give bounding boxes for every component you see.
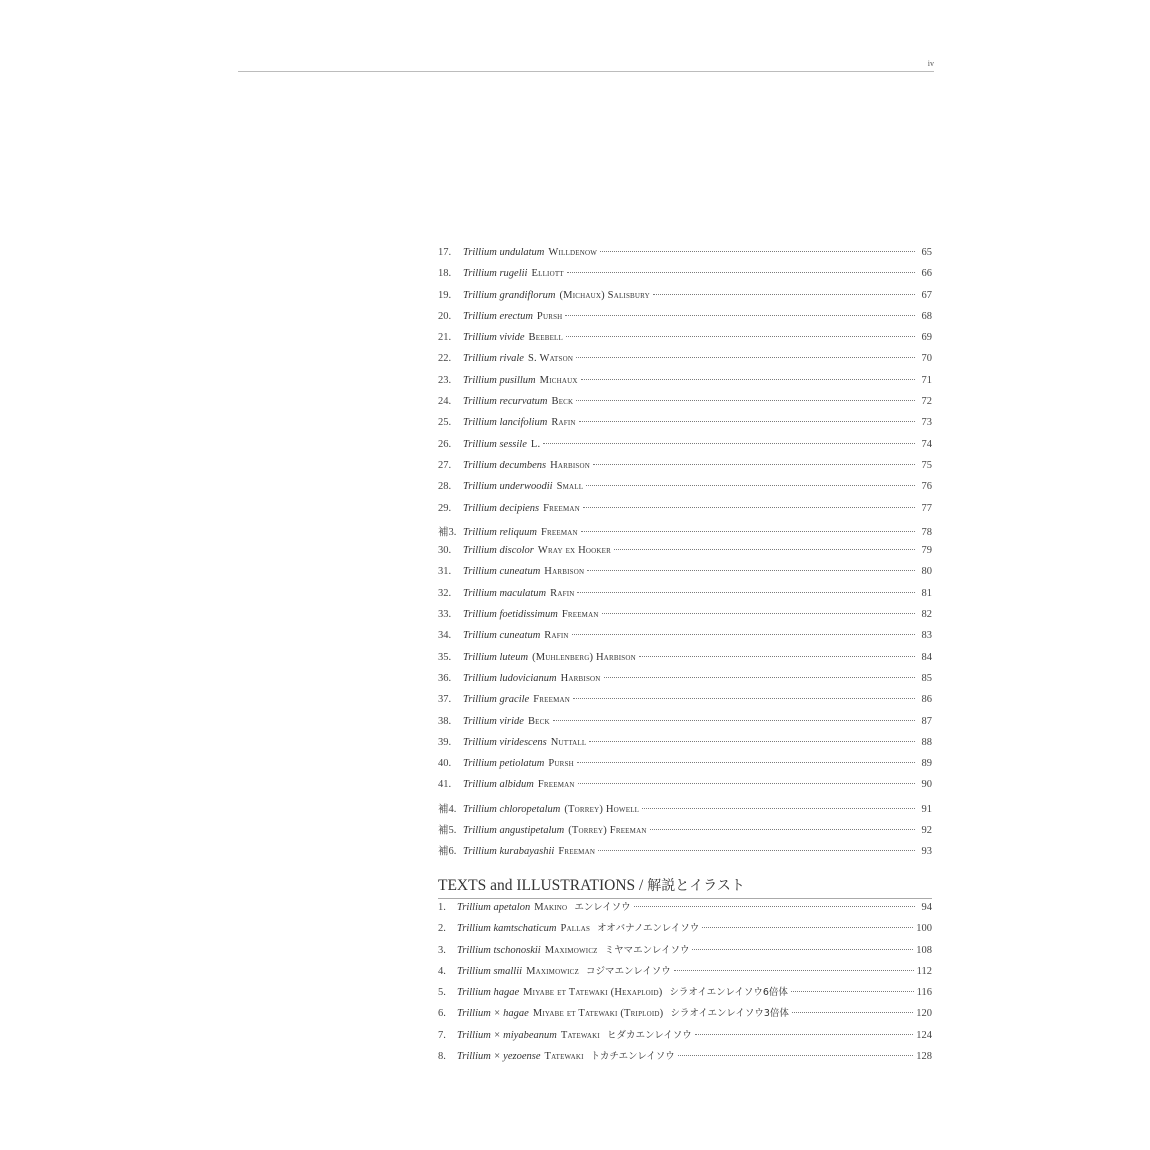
page-ref: 89 xyxy=(921,758,932,770)
japanese-name: トカチエンレイソウ xyxy=(590,1051,675,1063)
dot-leader xyxy=(583,507,915,508)
toc-entry xyxy=(438,1005,932,1026)
species-name: Trillium erectum xyxy=(463,310,533,322)
page-ref: 112 xyxy=(916,965,932,977)
page-ref: 75 xyxy=(921,459,932,471)
toc-entry xyxy=(438,801,932,822)
dot-leader xyxy=(695,1034,913,1035)
species-name: Trillium apetalon xyxy=(457,902,531,913)
dot-leader xyxy=(653,294,915,295)
author-name: (Torrey) Freeman xyxy=(568,825,647,837)
dot-leader xyxy=(572,634,915,635)
page-ref: 116 xyxy=(916,987,932,999)
toc-entry xyxy=(438,268,932,289)
species-name: Trillium grandiflorum xyxy=(463,289,556,301)
species-name: Trillium pusillum xyxy=(463,374,536,386)
toc-entry xyxy=(438,588,932,609)
species-name: Trillium rivale xyxy=(463,353,524,365)
page-ref: 92 xyxy=(921,825,932,837)
dot-leader xyxy=(543,443,915,444)
dot-leader xyxy=(604,677,915,678)
entry-number: 22. xyxy=(438,353,452,365)
entry-number: 37. xyxy=(438,694,452,706)
dot-leader xyxy=(589,741,915,742)
author-name: L. xyxy=(530,438,541,450)
page-ref: 91 xyxy=(921,803,932,815)
author-name: Freeman xyxy=(561,609,599,621)
dot-leader xyxy=(576,357,915,358)
species-name: Trillium vivide xyxy=(463,332,525,344)
dot-leader xyxy=(593,464,915,465)
species-name: Trillium cuneatum xyxy=(463,566,541,578)
author-name: (Torrey) Howell xyxy=(564,803,640,815)
dot-leader xyxy=(792,1012,913,1013)
species-name: Trillium foetidissimum xyxy=(463,609,558,621)
toc-entry xyxy=(438,942,932,963)
entry-number: 8. xyxy=(438,1051,446,1063)
toc-list-part2 xyxy=(438,899,932,1069)
dot-leader xyxy=(581,379,915,380)
entry-number: 32. xyxy=(438,587,452,599)
author-name: Rafin xyxy=(550,587,575,599)
entry-number: 27. xyxy=(438,459,452,471)
author-name: Pursh xyxy=(536,310,563,322)
toc-entry xyxy=(438,716,932,737)
author-name: Small xyxy=(556,481,584,493)
page-ref: 76 xyxy=(921,481,932,493)
author-name: Tatewaki xyxy=(560,1029,600,1041)
author-name: Beck xyxy=(551,396,574,408)
species-name: Trillium viride xyxy=(463,715,524,727)
toc-entry xyxy=(438,1048,932,1069)
species-name: Trillium decumbens xyxy=(463,459,547,471)
entry-number: 20. xyxy=(438,310,452,322)
entry-number: 4. xyxy=(438,965,446,977)
page-ref: 78 xyxy=(921,526,932,538)
section-title-en: TEXTS and ILLUSTRATIONS / xyxy=(438,877,648,894)
toc-entry xyxy=(438,984,932,1005)
dot-leader xyxy=(577,762,915,763)
toc-entry xyxy=(438,566,932,587)
page-ref: 79 xyxy=(921,545,932,557)
species-name: Trillium rugelii xyxy=(463,268,528,280)
author-name: Freeman xyxy=(543,502,580,514)
dot-leader xyxy=(567,272,915,273)
page-ref: 84 xyxy=(921,651,932,663)
author-name: S. Watson xyxy=(527,353,574,365)
toc-entry xyxy=(438,822,932,843)
toc-entry xyxy=(438,630,932,651)
species-name: Trillium gracile xyxy=(463,694,530,706)
toc-entry xyxy=(438,920,932,941)
author-name: Rafin xyxy=(544,630,569,642)
species-name: Trillium × yezoense xyxy=(457,1051,541,1063)
page-ref: 85 xyxy=(921,672,932,684)
dot-leader xyxy=(791,991,914,992)
author-name: Maximowicz xyxy=(526,965,580,977)
dot-leader xyxy=(579,421,915,422)
entry-number: 21. xyxy=(438,332,452,344)
species-name: Trillium cuneatum xyxy=(463,630,541,642)
species-name: Trillium recurvatum xyxy=(463,396,548,408)
entry-number: 39. xyxy=(438,736,452,748)
entry-number: 26. xyxy=(438,438,452,450)
author-name: Harbison xyxy=(560,672,601,684)
entry-number: 補4. xyxy=(438,803,457,815)
author-name: (Michaux) Salisbury xyxy=(559,289,650,301)
toc-entry xyxy=(438,673,932,694)
author-name: Pursh xyxy=(548,758,574,770)
page-ref: 83 xyxy=(921,630,932,642)
toc-entry xyxy=(438,332,932,353)
page-ref: 120 xyxy=(916,1008,932,1020)
entry-number: 30. xyxy=(438,545,452,557)
toc-entry xyxy=(438,524,932,545)
entry-number: 34. xyxy=(438,630,452,642)
dot-leader xyxy=(602,613,915,614)
toc-entry xyxy=(438,609,932,630)
entry-number: 18. xyxy=(438,268,452,280)
toc-entry xyxy=(438,353,932,374)
species-name: Trillium ludovicianum xyxy=(463,672,557,684)
dot-leader xyxy=(642,808,915,809)
dot-leader xyxy=(586,485,915,486)
page-ref: 72 xyxy=(921,396,932,408)
toc-entry xyxy=(438,417,932,438)
species-name: Trillium sessile xyxy=(463,438,527,450)
dot-leader xyxy=(553,720,915,721)
entry-number: 36. xyxy=(438,672,452,684)
author-name: Rafin xyxy=(551,417,576,429)
toc-entry xyxy=(438,694,932,715)
toc-entry xyxy=(438,375,932,396)
species-name: Trillium luteum xyxy=(463,651,529,663)
dot-leader xyxy=(639,656,915,657)
entry-number: 5. xyxy=(438,987,446,999)
species-name: Trillium viridescens xyxy=(463,736,547,748)
header-rule xyxy=(238,71,934,72)
entry-number: 28. xyxy=(438,481,452,493)
page-ref: 94 xyxy=(921,902,932,913)
page-ref: 86 xyxy=(921,694,932,706)
entry-number: 40. xyxy=(438,758,452,770)
toc-entry xyxy=(438,779,932,800)
dot-leader xyxy=(573,698,915,699)
entry-number: 6. xyxy=(438,1008,446,1020)
page-ref: 68 xyxy=(921,310,932,322)
toc-entry xyxy=(438,481,932,502)
author-name: Freeman xyxy=(541,526,578,538)
japanese-name: シラオイエンレイソウ3倍体 xyxy=(670,1008,789,1020)
entry-number: 33. xyxy=(438,609,452,621)
page-ref: 71 xyxy=(921,374,932,386)
species-name: Trillium kamtschaticum xyxy=(457,923,557,935)
dot-leader xyxy=(692,949,913,950)
species-name: Trillium tschonoskii xyxy=(457,944,541,956)
entry-number: 31. xyxy=(438,566,452,578)
entry-number: 19. xyxy=(438,289,452,301)
author-name: Freeman xyxy=(558,846,596,858)
dot-leader xyxy=(702,927,913,928)
toc-entry xyxy=(438,963,932,984)
author-name: Maximowicz xyxy=(544,944,598,956)
author-name: Miyabe et Tatewaki (Hexaploid) xyxy=(523,987,663,999)
author-name: Freeman xyxy=(533,694,571,706)
page-ref: 67 xyxy=(921,289,932,301)
entry-number: 41. xyxy=(438,779,452,791)
japanese-name: コジマエンレイソウ xyxy=(586,965,671,977)
section-title-jp: 解説とイラスト xyxy=(647,878,745,894)
entry-number: 23. xyxy=(438,374,452,386)
japanese-name: シラオイエンレイソウ6倍体 xyxy=(669,987,788,999)
page-ref: 81 xyxy=(921,587,932,599)
entry-number: 補3. xyxy=(438,526,457,538)
entry-number: 38. xyxy=(438,715,452,727)
dot-leader xyxy=(600,251,915,252)
species-name: Trillium kurabayashii xyxy=(463,846,555,858)
toc-entry xyxy=(438,1027,932,1048)
japanese-name: ヒダカエンレイソウ xyxy=(606,1029,692,1041)
page-ref: 82 xyxy=(921,609,932,621)
toc-entry xyxy=(438,758,932,779)
page-ref: 74 xyxy=(921,438,932,450)
entry-number: 29. xyxy=(438,502,452,514)
toc-entry xyxy=(438,247,932,268)
page-ref: 108 xyxy=(916,944,932,956)
entry-number: 2. xyxy=(438,923,446,935)
entry-number: 35. xyxy=(438,651,452,663)
author-name: Michaux xyxy=(539,374,578,386)
toc-entry xyxy=(438,290,932,311)
author-name: Willdenow xyxy=(548,247,598,258)
section-title xyxy=(438,875,745,895)
toc-entry xyxy=(438,545,932,566)
dot-leader xyxy=(577,592,915,593)
author-name: Harbison xyxy=(550,459,591,471)
author-name: Makino xyxy=(534,902,568,913)
page-ref: 88 xyxy=(921,736,932,748)
dot-leader xyxy=(614,549,915,550)
species-name: Trillium maculatum xyxy=(463,587,547,599)
entry-number: 補5. xyxy=(438,825,457,837)
author-name: Miyabe et Tatewaki (Triploid) xyxy=(532,1008,664,1020)
dot-leader xyxy=(650,829,915,830)
dot-leader xyxy=(576,400,915,401)
author-name: Elliott xyxy=(531,268,564,280)
author-name: Beebell xyxy=(528,332,563,344)
species-name: Trillium chloropetalum xyxy=(463,803,561,815)
entry-number: 17. xyxy=(438,247,452,258)
toc-list-part1 xyxy=(438,247,932,865)
dot-leader xyxy=(566,336,915,337)
toc-entry xyxy=(438,460,932,481)
page-ref: 128 xyxy=(916,1051,932,1063)
dot-leader xyxy=(581,531,915,532)
author-name: Pallas xyxy=(560,923,591,935)
dot-leader xyxy=(565,315,915,316)
species-name: Trillium undulatum xyxy=(463,247,545,258)
species-name: Trillium decipiens xyxy=(463,502,540,514)
toc-entry xyxy=(438,311,932,332)
species-name: Trillium lancifolium xyxy=(463,417,548,429)
dot-leader xyxy=(587,570,915,571)
page-ref: 80 xyxy=(921,566,932,578)
toc-entry xyxy=(438,737,932,758)
author-name: Harbison xyxy=(544,566,585,578)
species-name: Trillium petiolatum xyxy=(463,758,545,770)
species-name: Trillium × hagae xyxy=(457,1008,529,1020)
species-name: Trillium underwoodii xyxy=(463,481,553,493)
species-name: Trillium albidum xyxy=(463,779,534,791)
entry-number: 1. xyxy=(438,902,446,913)
page-ref: 90 xyxy=(921,779,932,791)
toc-entry xyxy=(438,843,932,864)
author-name: (Muhlenberg) Harbison xyxy=(532,651,636,663)
toc-entry xyxy=(438,503,932,524)
entry-number: 24. xyxy=(438,396,452,408)
page-ref: 77 xyxy=(921,502,932,514)
entry-number: 補6. xyxy=(438,846,457,858)
author-name: Beck xyxy=(527,715,550,727)
species-name: Trillium × miyabeanum xyxy=(457,1029,557,1041)
dot-leader xyxy=(678,1055,914,1056)
entry-number: 25. xyxy=(438,417,452,429)
japanese-name: ミヤマエンレイソウ xyxy=(604,944,690,956)
page-ref: 93 xyxy=(921,846,932,858)
page-ref: 87 xyxy=(921,715,932,727)
page-ref: 100 xyxy=(916,923,932,935)
page-ref: 66 xyxy=(921,268,932,280)
toc-entry xyxy=(438,899,932,920)
entry-number: 3. xyxy=(438,944,446,956)
species-name: Trillium discolor xyxy=(463,545,534,557)
species-name: Trillium angustipetalum xyxy=(463,825,565,837)
page-ref: 65 xyxy=(921,247,932,258)
page-ref: 124 xyxy=(916,1029,932,1041)
page-ref: 70 xyxy=(921,353,932,365)
toc-entry xyxy=(438,652,932,673)
author-name: Tatewaki xyxy=(544,1051,584,1063)
dot-leader xyxy=(578,783,915,784)
species-name: Trillium hagae xyxy=(457,987,520,999)
dot-leader xyxy=(634,906,915,907)
author-name: Nuttall xyxy=(550,736,587,748)
entry-number: 7. xyxy=(438,1029,446,1041)
japanese-name: オオバナノエンレイソウ xyxy=(597,923,700,935)
japanese-name: エンレイソウ xyxy=(574,902,631,913)
species-name: Trillium reliquum xyxy=(463,526,537,538)
toc-entry xyxy=(438,396,932,417)
species-name: Trillium smallii xyxy=(457,965,523,977)
page-ref: 73 xyxy=(921,417,932,429)
author-name: Freeman xyxy=(537,779,575,791)
dot-leader xyxy=(598,850,915,851)
author-name: Wray ex Hooker xyxy=(537,545,612,557)
page-number: iv xyxy=(927,59,934,68)
toc-entry xyxy=(438,439,932,460)
page-ref: 69 xyxy=(921,332,932,344)
dot-leader xyxy=(674,970,914,971)
